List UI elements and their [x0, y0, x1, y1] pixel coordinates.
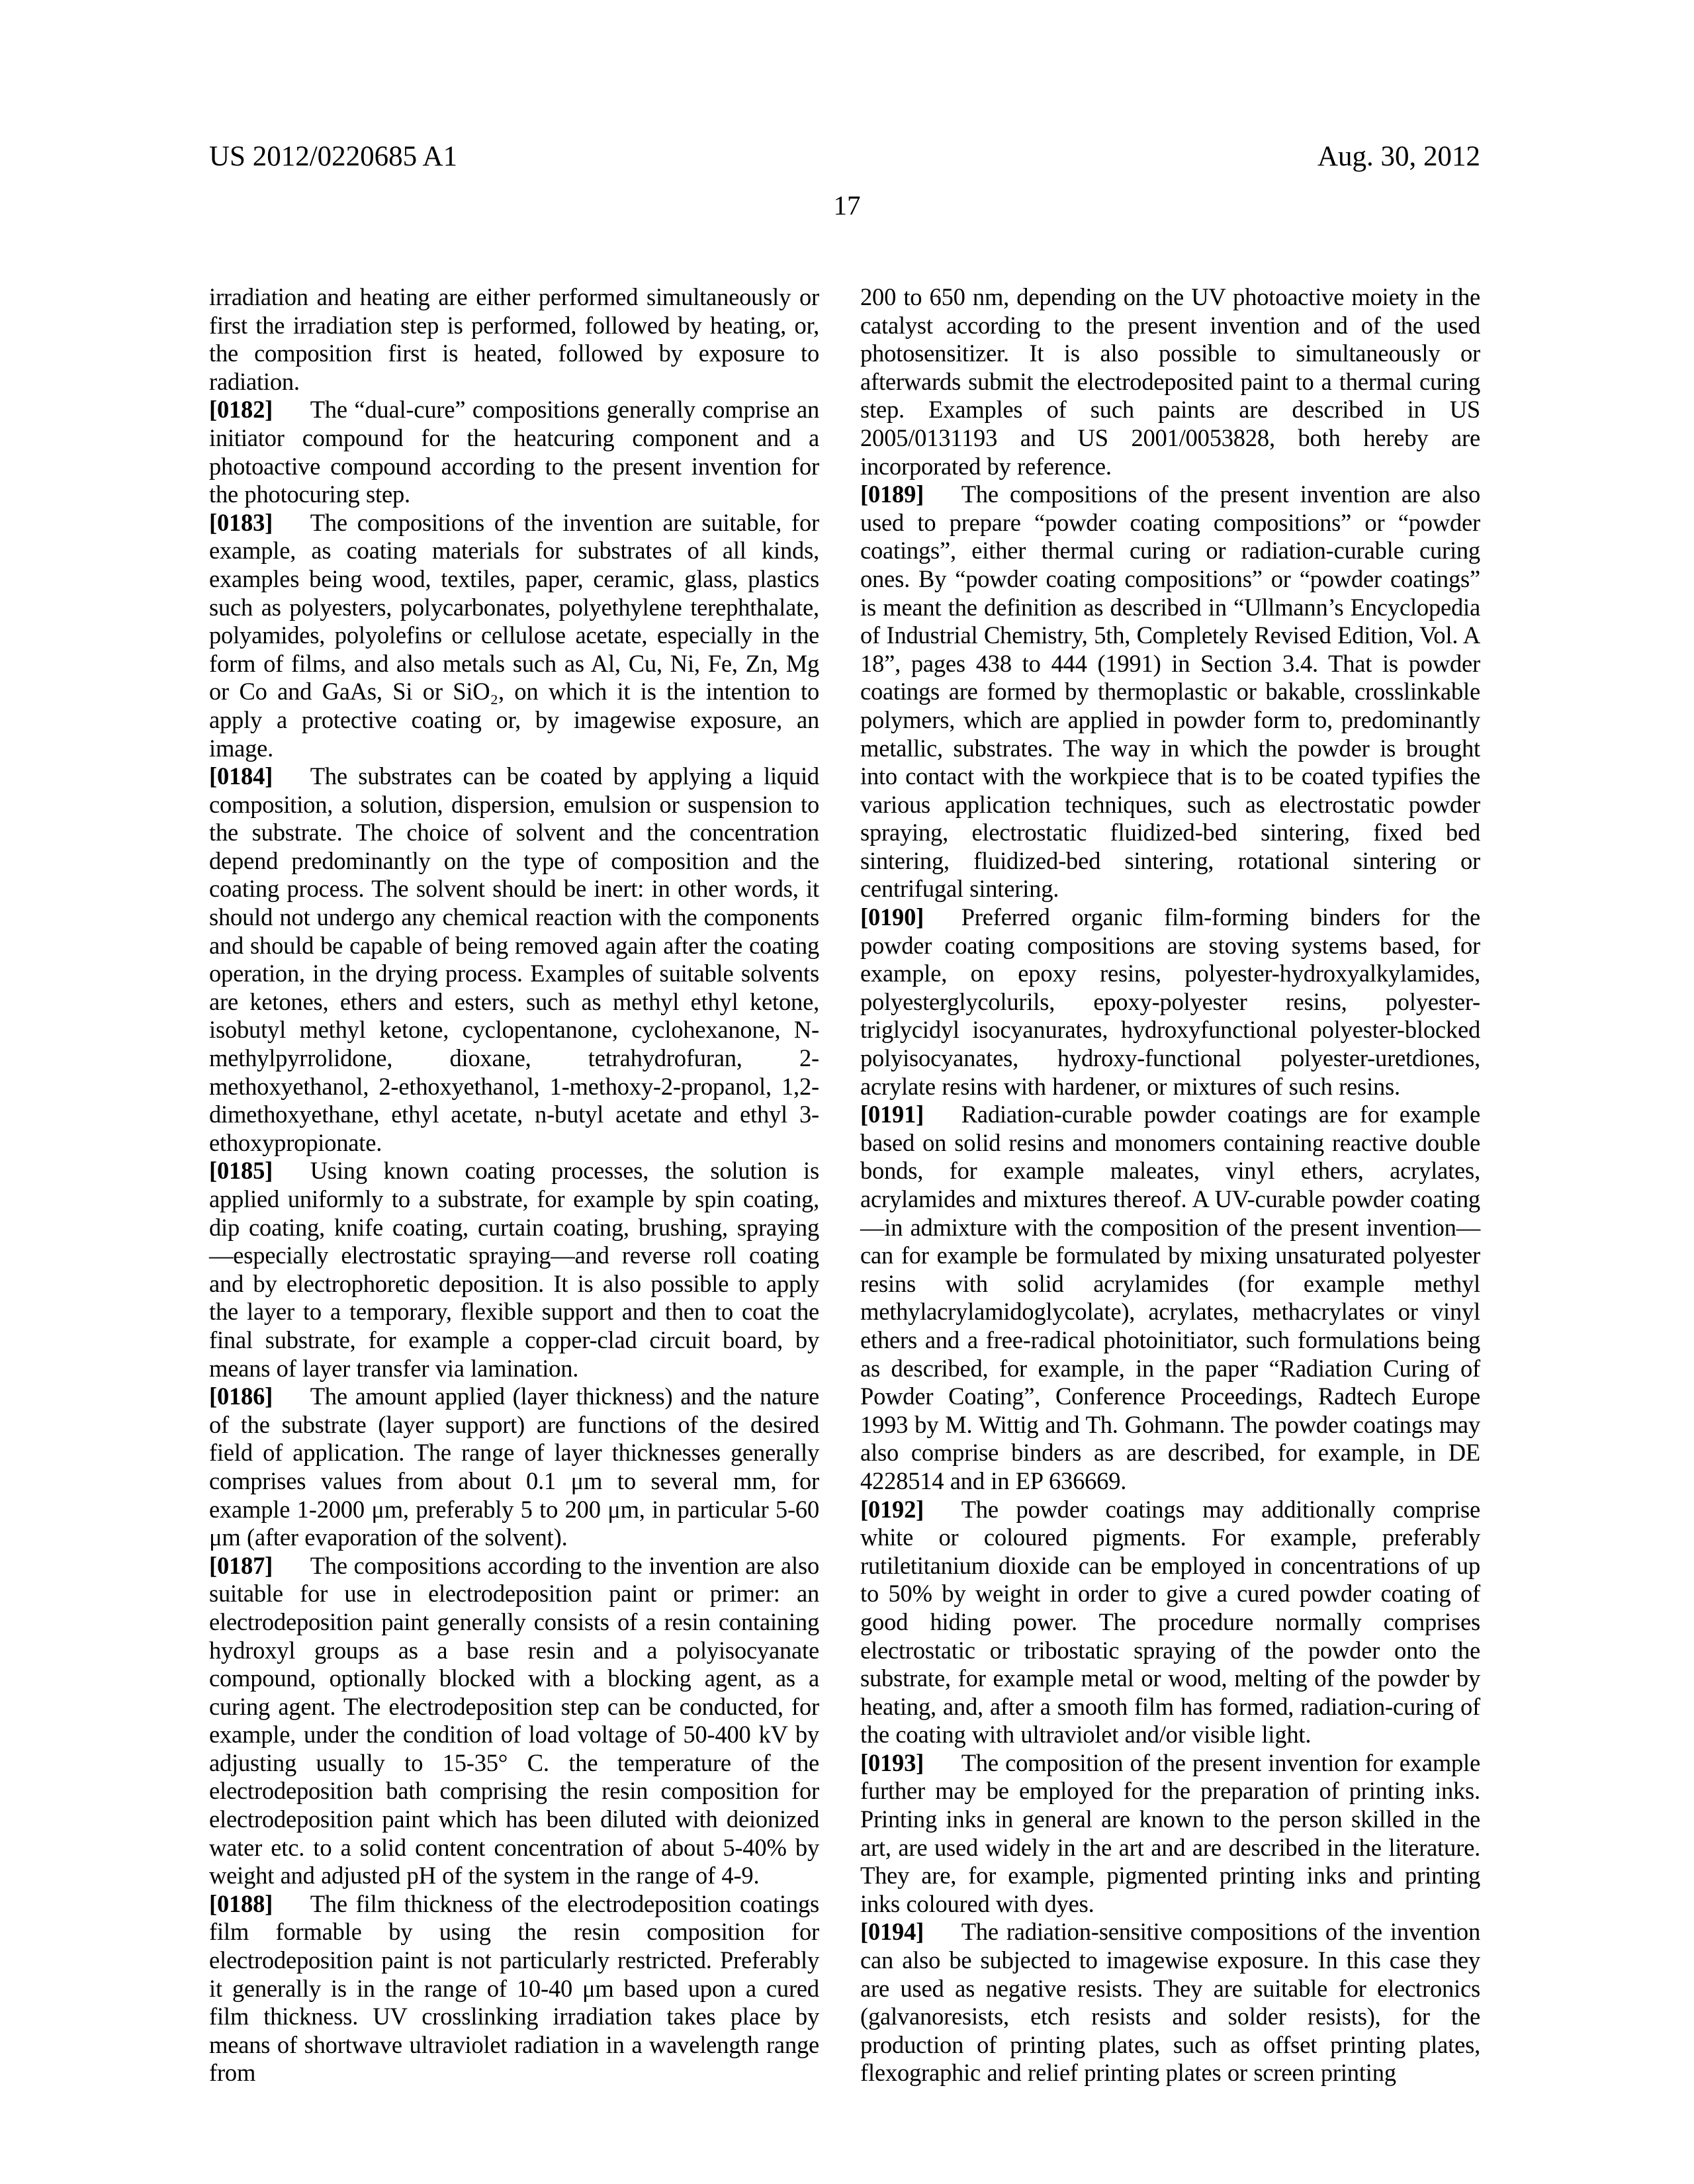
- paragraph-tag: [0191]: [860, 1101, 924, 1128]
- text-columns: [209, 283, 1480, 2087]
- paragraph: [209, 1890, 819, 2087]
- paragraph-tag: [0184]: [209, 762, 273, 790]
- paragraph-text: The compositions of the invention are suitable, for example, as coating materials for substrates of all kinds, examples being wood, textiles, paper, ceramic, glass, plastics such as polyesters, polycarbonates, polyethylene terephthalate, polyamides, polyolefins or cellulose acetate, especially in the form of films, and also metals such as Al, Cu, Ni, Fe, Zn, Mg or Co and GaAs, Si or SiO₂, on which it is the intention to apply a protective coating or, by imagewise exposure, an image.: [209, 508, 819, 762]
- paragraph: [860, 283, 1480, 480]
- paragraph-tag: [0182]: [209, 396, 273, 424]
- paragraph: [860, 1749, 1480, 1919]
- paragraph-tag: [0194]: [860, 1918, 924, 1946]
- paragraph-tag: [0193]: [860, 1749, 924, 1776]
- paragraph-text: The film thickness of the electrodeposition coatings film formable by using the resin composition for electrodeposition paint is not particularly restricted. Preferably it generally is in the range of 10-40 μm based upon a cured film thickness. UV crosslinking irradiation takes place by means of shortwave ultraviolet radiation in a wavelength range from: [209, 1889, 819, 2087]
- paragraph: [209, 1552, 819, 1890]
- patent-number: US 2012/0220685 A1: [209, 141, 458, 172]
- paragraph-text: Radiation-curable powder coatings are for example based on solid resins and monomers containing reactive double bonds, for example maleates, vinyl ethers, acrylates, acrylamides and mixtures thereof. A UV-curable powder coating—in admixture with the composition of the present invention—can for example be formulated by mixing unsaturated polyester resins with solid acrylamides (for example methyl methylacrylamidoglycolate), acrylates, methacrylates or vinyl ethers and a free-radical photoinitiator, such formulations being as described, for example, in the paper “Radiation Curing of Powder Coating”, Conference Proceedings, Radtech Europe 1993 by M. Wittig and Th. Gohmann. The powder coatings may also comprise binders as are described, for example, in DE 4228514 and in EP 636669.: [860, 1101, 1480, 1494]
- paragraph-text: Preferred organic film-forming binders for the powder coating compositions are stoving systems based, for example, on epoxy resins, polyester-hydroxyalkylamides, polyesterglycolurils, epoxy-polyester resins, polyester-triglycidyl isocyanurates, hydroxyfunctional polyester-blocked polyisocyanates, hydroxy-functional polyester-uretdiones, acrylate resins with hardener, or mixtures of such resins.: [860, 903, 1480, 1100]
- paragraph-text: The compositions of the present invention are also used to prepare “powder coating compositions” or “powder coatings”, either thermal curing or radiation-curable curing ones. By “powder coating compositions” or “powder coatings” is meant the definition as described in “Ullmann’s Encyclopedia of Industrial Chemistry, 5th, Completely Revised Edition, Vol. A 18”, pages 438 to 444 (1991) in Section 3.4. That is powder coatings are formed by thermoplastic or bakable, crosslinkable polymers, which are applied in powder form to, predominantly metallic, substrates. The way in which the powder is brought into contact with the workpiece that is to be coated typifies the various application techniques, such as electrostatic powder spraying, electrostatic fluidized-bed sintering, fixed bed sintering, fluidized-bed sintering, rotational sintering or centrifugal sintering.: [860, 480, 1480, 903]
- paragraph-tag: [0186]: [209, 1383, 273, 1410]
- paragraph-tag: [0188]: [209, 1889, 273, 1917]
- right-column: [860, 283, 1480, 2087]
- paragraph: [209, 1157, 819, 1383]
- page-number: 17: [833, 190, 861, 220]
- paragraph: [860, 903, 1480, 1101]
- publication-date: Aug. 30, 2012: [1317, 141, 1480, 172]
- left-column: [209, 283, 819, 2087]
- paragraph-tag: [0187]: [209, 1551, 273, 1579]
- paragraph-text: The powder coatings may additionally comprise white or coloured pigments. For example, preferably rutiletitanium dioxide can be employed in concentrations of up to 50% by weight in order to give a cured powder coating of good hiding power. The procedure normally comprises electrostatic or tribostatic spraying of the powder onto the substrate, for example metal or wood, melting of the powder by heating, and, after a smooth film has formed, radiation-curing of the coating with ultraviolet and/or visible light.: [860, 1495, 1480, 1749]
- page-header: [209, 140, 1480, 173]
- paragraph-text: Using known coating processes, the solution is applied uniformly to a substrate, for example by spin coating, dip coating, knife coating, curtain coating, brushing, spraying—especially electrostatic spraying—and reverse roll coating and by electrophoretic deposition. It is also possible to apply the layer to a temporary, flexible support and then to coat the final substrate, for example a copper-clad circuit board, by means of layer transfer via lamination.: [209, 1157, 819, 1382]
- paragraph-text: irradiation and heating are either performed simultaneously or first the irradiation step is performed, followed by heating, or, the composition first is heated, followed by exposure to radiation.: [209, 283, 819, 395]
- paragraph-text: The amount applied (layer thickness) and the nature of the substrate (layer support) are functions of the desired field of application. The range of layer thicknesses generally comprises values from about 0.1 μm to several mm, for example 1-2000 μm, preferably 5 to 200 μm, in particular 5-60 μm (after evaporation of the solvent).: [209, 1383, 819, 1551]
- paragraph: [209, 396, 819, 508]
- paragraph-text: The radiation-sensitive compositions of the invention can also be subjected to imagewise exposure. In this case they are used as negative resists. They are suitable for electronics (galvanoresists, etch resists and solder resists), for the production of printing plates, such as offset printing plates, flexographic and relief printing plates or screen printing: [860, 1918, 1480, 2087]
- paragraph: [860, 1918, 1480, 2087]
- paragraph: [209, 283, 819, 396]
- paragraph: [860, 1101, 1480, 1495]
- paragraph-tag: [0185]: [209, 1157, 273, 1185]
- paragraph-text: The compositions according to the invention are also suitable for use in electrodeposition paint or primer: an electrodeposition paint generally consists of a resin containing hydroxyl groups as a base resin and a polyisocyanate compound, optionally blocked with a blocking agent, as a curing agent. The electrodeposition step can be conducted, for example, under the condition of load voltage of 50-400 kV by adjusting usually to 15-35° C. the temperature of the electrodeposition bath comprising the resin composition for electrodeposition paint which has been diluted with deionized water etc. to a solid content concentration of about 5-40% by weight and adjusted pH of the system in the range of 4-9.: [209, 1551, 819, 1889]
- paragraph-tag: [0192]: [860, 1495, 924, 1523]
- paragraph: [209, 762, 819, 1157]
- paragraph-tag: [0183]: [209, 508, 273, 536]
- paragraph: [860, 1496, 1480, 1749]
- paragraph: [860, 480, 1480, 903]
- paragraph-text: The “dual-cure” compositions generally comprise an initiator compound for the heatcuring component and a photoactive compound according to the present invention for the photocuring step.: [209, 396, 819, 508]
- paragraph-text: 200 to 650 nm, depending on the UV photoactive moiety in the catalyst according to the present invention and of the used photosensitizer. It is also possible to simultaneously or afterwards submit the electrodeposited paint to a thermal curing step. Examples of such paints are described in US 2005/0131193 and US 2001/0053828, both hereby are incorporated by reference.: [860, 283, 1480, 480]
- paragraph: [209, 1383, 819, 1552]
- paragraph-text: The composition of the present invention for example further may be employed for the preparation of printing inks. Printing inks in general are known to the person skilled in the art, are used widely in the art and are described in the literature. They are, for example, pigmented printing inks and printing inks coloured with dyes.: [860, 1749, 1480, 1917]
- paragraph-tag: [0189]: [860, 480, 924, 508]
- paragraph: [209, 509, 819, 762]
- paragraph-tag: [0190]: [860, 903, 924, 931]
- paragraph-text: The substrates can be coated by applying a liquid composition, a solution, dispersion, emulsion or suspension to the substrate. The choice of solvent and the concentration depend predominantly on the type of composition and the coating process. The solvent should be inert: in other words, it should not undergo any chemical reaction with the components and should be capable of being removed again after the coating operation, in the drying process. Examples of suitable solvents are ketones, ethers and esters, such as methyl ethyl ketone, isobutyl methyl ketone, cyclopentanone, cyclohexanone, N-methylpyrrolidone, dioxane, tetrahydrofuran, 2-methoxyethanol, 2-ethoxyethanol, 1-methoxy-2-propanol, 1,2-dimethoxyethane, ethyl acetate, n-butyl acetate and ethyl 3-ethoxypropionate.: [209, 762, 819, 1156]
